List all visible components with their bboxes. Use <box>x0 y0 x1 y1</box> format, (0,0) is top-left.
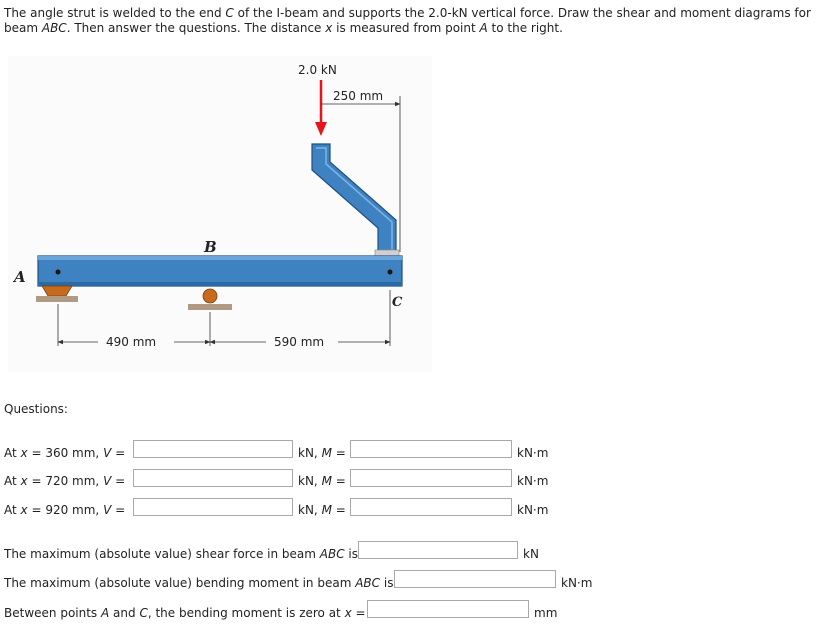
max-moment-input[interactable] <box>394 570 556 588</box>
moment-input-720[interactable] <box>350 469 512 487</box>
beam-top-flange <box>38 256 402 260</box>
shear-input-720[interactable] <box>133 469 293 487</box>
zero-moment-input[interactable] <box>367 600 529 618</box>
roller-support-b <box>203 289 217 303</box>
offset-dimension-label: 250 mm <box>333 89 384 103</box>
max-shear-question: The maximum (absolute value) shear force in beam ABC is <box>4 547 358 561</box>
intro-text: to the right. <box>487 21 563 35</box>
max-shear-input[interactable] <box>358 541 518 559</box>
beam-figure <box>8 56 432 372</box>
intro-text: The angle strut is welded to the end <box>4 6 226 20</box>
ground-a <box>36 296 78 302</box>
intro-text: . Then answer the questions. The distance <box>66 21 326 35</box>
intro-text: is measured from point <box>332 21 480 35</box>
ground-b <box>188 304 232 310</box>
force-label: 2.0 kN <box>298 63 337 77</box>
intro-point-a: A <box>479 21 488 35</box>
question-row-3-mid: kN, M = <box>298 503 346 517</box>
dim-ab-label: 490 mm <box>106 335 157 349</box>
moment-input-360[interactable] <box>350 440 512 458</box>
point-a-marker <box>56 270 61 275</box>
point-a-label: A <box>14 268 26 286</box>
point-b-label: B <box>204 238 217 256</box>
moment-input-920[interactable] <box>350 498 512 516</box>
beam-bottom-flange <box>38 282 402 286</box>
point-c-marker <box>388 270 393 275</box>
dim-bc-label: 590 mm <box>274 335 325 349</box>
question-row-3-label: At x = 920 mm, V = <box>4 503 126 517</box>
intro-text: of the I-beam and supports the 2.0-kN vertical force. Draw the shear and moment diagrams for beam <box>4 6 811 35</box>
max-moment-question: The maximum (absolute value) bending moment in beam ABC is <box>4 576 394 590</box>
max-moment-unit: kN·m <box>561 576 593 590</box>
question-row-1-mid: kN, M = <box>298 446 346 460</box>
point-c-label: C <box>392 295 403 310</box>
zero-moment-unit: mm <box>534 606 558 620</box>
question-row-2-mid: kN, M = <box>298 474 346 488</box>
intro-point-c: C <box>225 6 234 20</box>
intro-beam-abc: ABC <box>41 21 67 35</box>
problem-statement <box>4 6 812 36</box>
weld-plate <box>375 250 399 256</box>
zero-moment-question: Between points A and C, the bending moment is zero at x = <box>4 606 366 620</box>
question-row-1-label: At x = 360 mm, V = <box>4 446 126 460</box>
questions-heading: Questions: <box>4 402 68 416</box>
shear-input-360[interactable] <box>133 440 293 458</box>
intro-var-x: x <box>325 21 333 35</box>
moment-unit-920: kN·m <box>517 503 549 517</box>
max-shear-unit: kN <box>523 547 539 561</box>
shear-input-920[interactable] <box>133 498 293 516</box>
moment-unit-720: kN·m <box>517 474 549 488</box>
question-row-2-label: At x = 720 mm, V = <box>4 474 126 488</box>
moment-unit-360: kN·m <box>517 446 549 460</box>
i-beam <box>38 256 402 286</box>
